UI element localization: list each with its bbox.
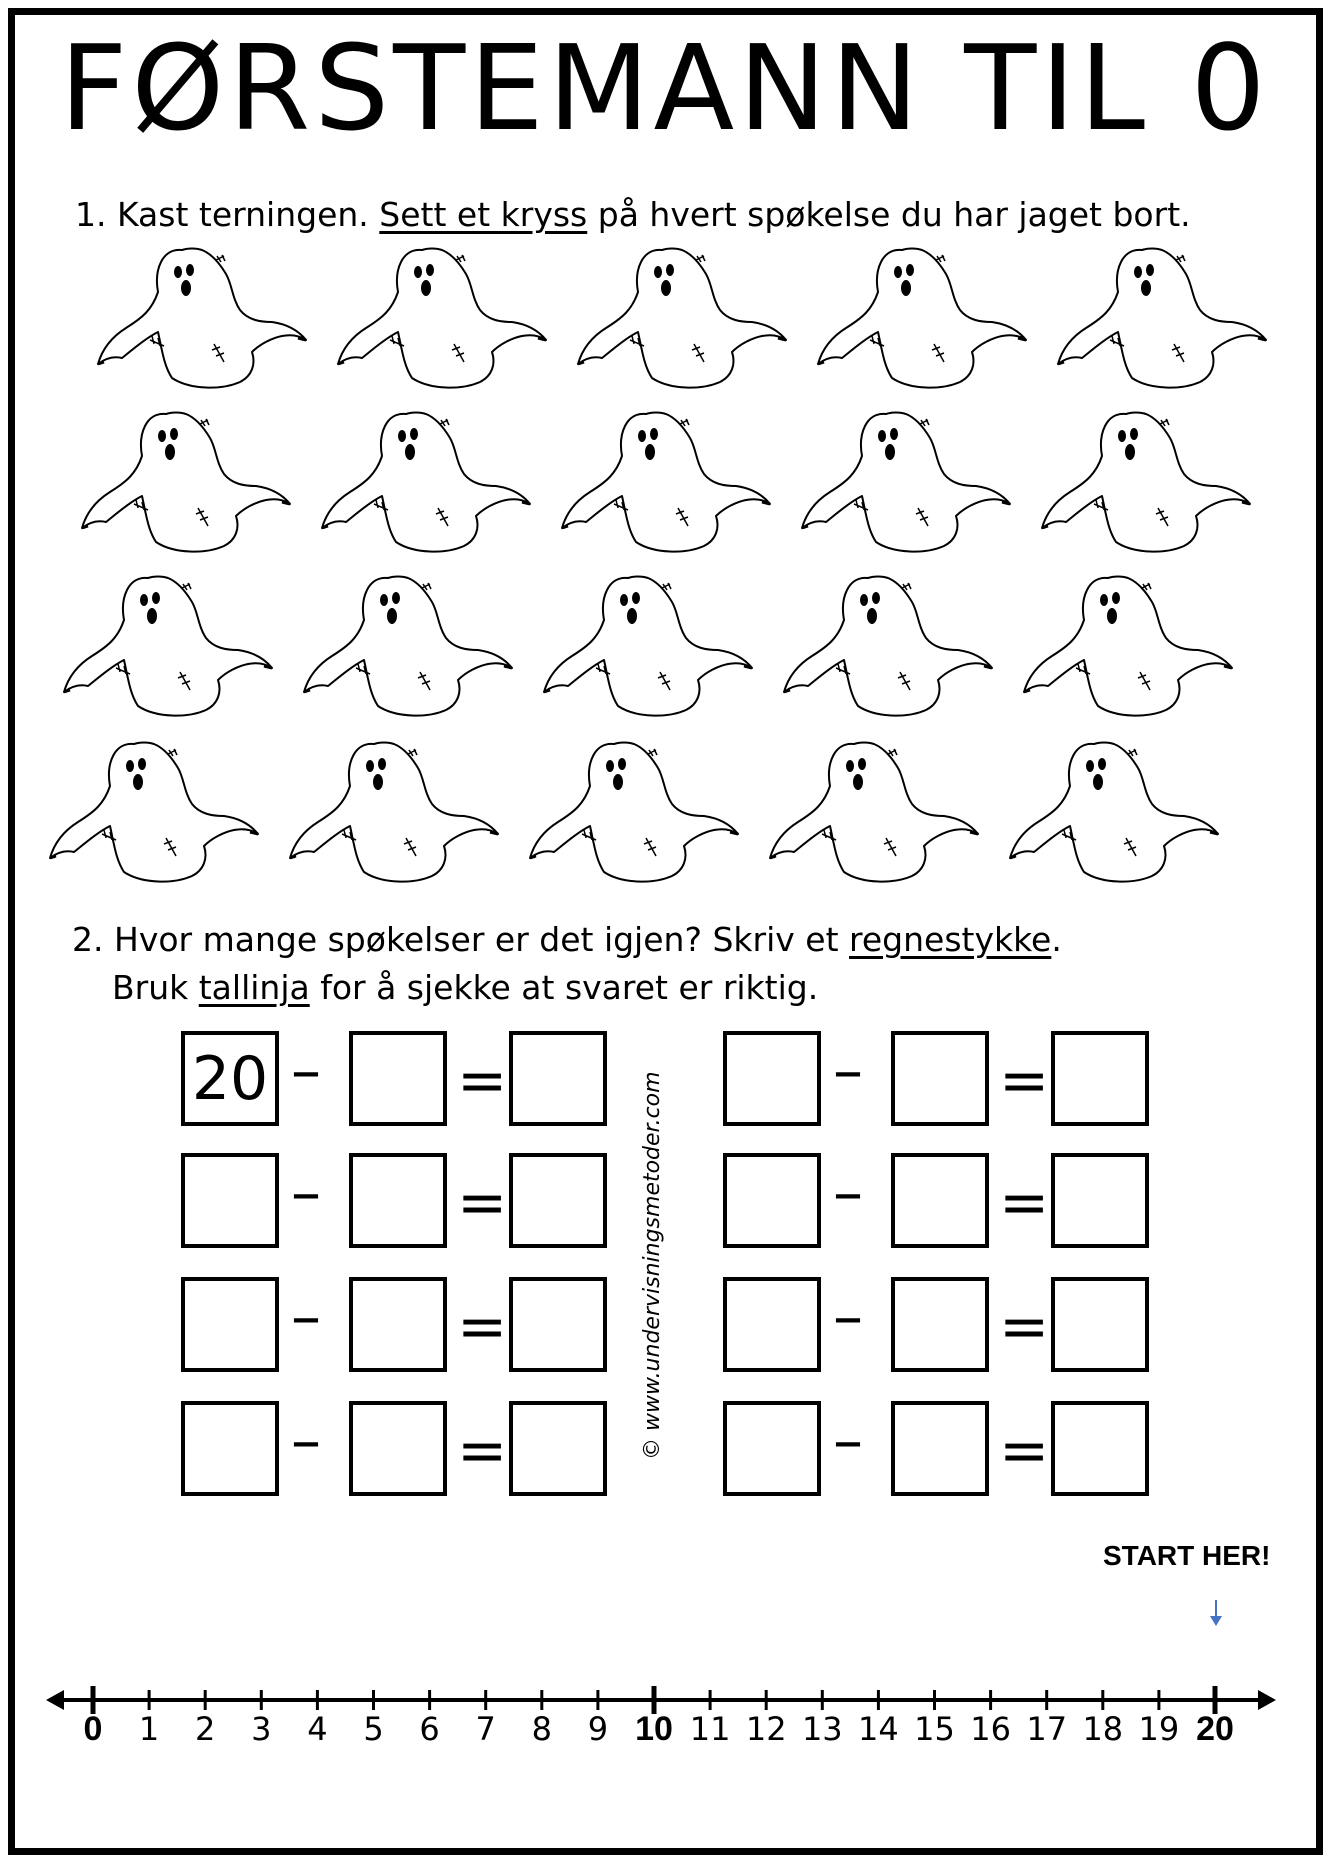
- number-line-label: 14: [858, 1710, 899, 1748]
- equals-sign: =: [999, 1292, 1050, 1362]
- page-title: FØRSTEMANN TIL 0: [59, 19, 1270, 157]
- task-1-text: Kast terningen.: [117, 195, 369, 234]
- number-line-label: 19: [1138, 1710, 1180, 1748]
- task-2-period: .: [1051, 920, 1062, 959]
- number-line-label: 0: [83, 1710, 103, 1748]
- number-line-label: 15: [914, 1710, 955, 1748]
- minus-sign: –: [833, 1158, 863, 1228]
- right-arrow-icon: [1258, 1690, 1276, 1710]
- number-line-label: 10: [635, 1710, 673, 1748]
- number-line-label: 4: [307, 1710, 328, 1748]
- equals-sign: =: [999, 1046, 1050, 1116]
- task-2-text-2: Bruk: [112, 968, 189, 1007]
- number-line-label: 2: [195, 1710, 216, 1748]
- number-line-label: 5: [363, 1710, 384, 1748]
- minus-sign: –: [291, 1158, 321, 1228]
- number-line-label: 9: [587, 1710, 609, 1748]
- task-2-number: 2.: [72, 920, 104, 959]
- task-2-text-3: for å sjekke at svaret er riktig.: [320, 968, 819, 1007]
- left-arrow-icon: [46, 1690, 64, 1710]
- equals-sign: =: [457, 1046, 508, 1116]
- task-2-text: Hvor mange spøkelser er det igjen? Skriv et: [114, 920, 839, 959]
- task-1-underlined: Sett et kryss: [379, 195, 588, 234]
- task-1-text-after: på hvert spøkelse du har jaget bort.: [597, 195, 1191, 234]
- minus-sign: –: [833, 1036, 863, 1106]
- number-line-label: 6: [419, 1710, 440, 1748]
- number-line-label: 13: [801, 1710, 843, 1748]
- number-line-label: 1: [138, 1710, 160, 1748]
- minus-sign: –: [291, 1036, 321, 1106]
- answer-box[interactable]: 20: [181, 1031, 279, 1126]
- number-line-label: 20: [1196, 1710, 1234, 1748]
- number-line-label: 7: [475, 1710, 496, 1748]
- number-line-label: 3: [251, 1710, 272, 1748]
- number-line-label: 17: [1026, 1710, 1068, 1748]
- equals-sign: =: [999, 1168, 1050, 1238]
- number-line-label: 16: [970, 1710, 1011, 1748]
- start-label: START HER!: [1103, 1540, 1271, 1571]
- minus-sign: –: [833, 1282, 863, 1352]
- start-arrow-icon: [1210, 1616, 1222, 1626]
- equals-sign: =: [457, 1416, 508, 1486]
- equals-sign: =: [457, 1292, 508, 1362]
- minus-sign: –: [291, 1406, 321, 1476]
- minus-sign: –: [291, 1282, 321, 1352]
- number-line-label: 11: [689, 1710, 731, 1748]
- number-line-label: 18: [1082, 1710, 1124, 1748]
- task-2-underlined-1: regnestykke: [849, 920, 1052, 959]
- task-1-number: 1.: [75, 195, 107, 234]
- task-2-underlined-2: tallinja: [198, 968, 310, 1007]
- number-line-label: 12: [745, 1710, 787, 1748]
- copyright-text: © www.undervisningsmetoder.com: [640, 1071, 665, 1460]
- equals-sign: =: [457, 1168, 508, 1238]
- equals-sign: =: [999, 1416, 1050, 1486]
- minus-sign: –: [833, 1406, 863, 1476]
- number-line-label: 8: [531, 1710, 552, 1748]
